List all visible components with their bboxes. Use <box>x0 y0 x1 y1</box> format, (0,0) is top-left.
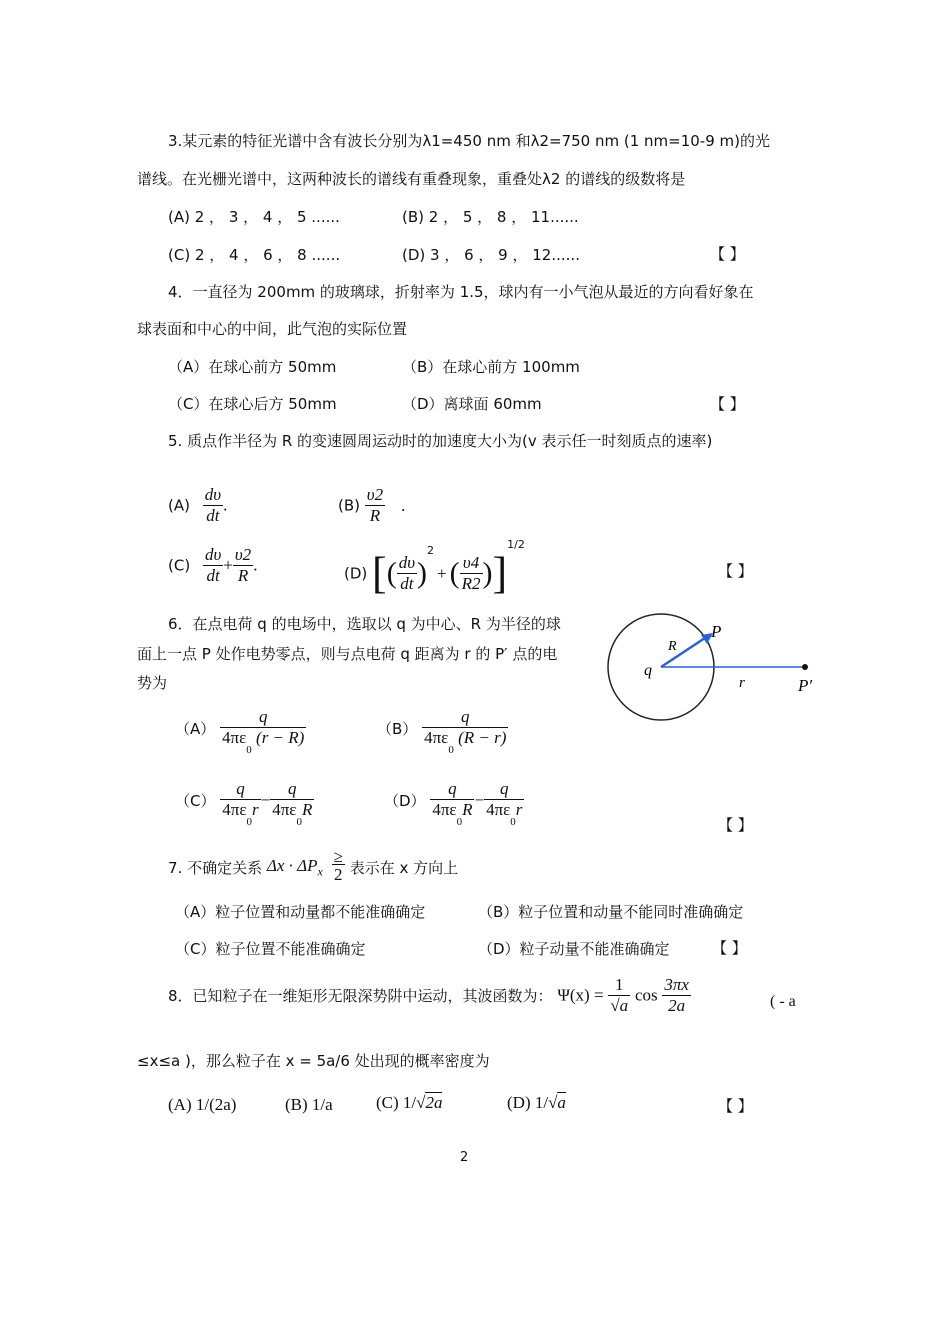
q5-d-exponent: 1/2 <box>507 538 525 551</box>
q5-option-d: (D) [( $\frac{d\upsilon}{dt}$ )$^2$+ ( $\frac{\upsilon 4}{R2}$ )]$^{1/2}$ <box>344 538 525 598</box>
q6-stem-line1: 6．在点电荷 q 的电场中，选取以 q 为中心、R 为半径的球 <box>168 615 561 633</box>
q7-stem <box>168 847 459 885</box>
q6-a-fraction: $\frac{q}{4\pi\varepsilon_0 (r - R)}$ <box>222 707 305 756</box>
q4-option-d: （D）离球面 60mm <box>402 395 542 413</box>
q7-option-d: （D）粒子动量不能准确确定 <box>478 940 670 958</box>
q5-b-fraction <box>365 485 385 526</box>
q7-fraction: $\frac{\ge}{2}$ <box>333 847 343 884</box>
q8-range-tail: ( - a <box>770 993 796 1010</box>
q3-answer-bracket[interactable]: 【 】 <box>710 245 745 263</box>
q6-d-label: （D） <box>384 792 426 810</box>
q5-c-frac2: $\frac{\upsilon 2}{R}$ <box>234 545 252 585</box>
q6-option-d: （D） $\frac{q}{4\pi\varepsilon_0R}$ − $\frac{q}{4\pi\varepsilon_0r}$ <box>384 779 523 828</box>
q6-b-label: （B） <box>377 720 418 738</box>
q5-answer-bracket[interactable]: 【 】 <box>718 562 753 580</box>
q4-option-c: （C）在球心后方 50mm <box>168 395 337 413</box>
q6-option-a <box>175 707 306 756</box>
q4-stem-line2: 球表面和中心的中间，此气泡的实际位置 <box>137 320 408 338</box>
q5-stem: 5. 质点作半径为 R 的变速圆周运动时的加速度大小为(v 表示任一时刻质点的速率) <box>168 432 713 450</box>
q7-suffix: 表示在 x 方向上 <box>349 859 459 877</box>
q3-option-d: (D) 3 ， 6 ， 9 ， 12...... <box>402 246 580 264</box>
q5-a-fraction <box>203 485 223 526</box>
q5-option-a <box>168 485 227 526</box>
q5-b-label: (B) <box>338 496 360 515</box>
q8-fraction-arg: $\frac{3\pi x}{2a}$ <box>664 975 689 1015</box>
q8-answer-bracket[interactable]: 【 】 <box>718 1097 753 1115</box>
q8-psi: Ψ(x) = <box>557 985 604 1005</box>
q6-stem-line3: 势为 <box>137 674 168 692</box>
q8-option-c: (C) 1/√2a <box>376 1093 443 1112</box>
page-number: 2 <box>460 1150 469 1165</box>
q6-c-frac1: $\frac{q}{4\pi\varepsilon_0r}$ <box>222 779 259 828</box>
q7-answer-bracket[interactable]: 【 】 <box>712 939 747 957</box>
fig-label-q: q <box>644 662 652 679</box>
q7-relation: $\Delta x \cdot \Delta P_x$ <box>266 855 323 879</box>
q5-c-dot: . <box>253 555 258 575</box>
fig-label-r: r <box>739 675 745 691</box>
fig-label-P: P <box>711 622 722 641</box>
q8-prefix: 8．已知粒子在一维矩形无限深势阱中运动，其波函数为： <box>168 987 553 1005</box>
q7-option-c: （C）粒子位置不能准确确定 <box>175 940 366 958</box>
q5-d-frac2: $\frac{\upsilon 4}{R2}$ <box>461 553 481 593</box>
q5-c-label: (C) <box>168 556 191 575</box>
q5-a-label: (A) <box>168 496 190 515</box>
q5-a-den: dt <box>206 506 220 525</box>
q8-option-d: (D) 1/√a <box>507 1093 566 1112</box>
point-p-prime <box>802 664 808 670</box>
q3-option-c: (C) 2 ， 4 ， 6 ， 8 ...... <box>168 246 341 264</box>
q6-d-frac2: $\frac{q}{4\pi\varepsilon_0r}$ <box>486 779 523 828</box>
q6-a-label: （A） <box>175 720 216 738</box>
q5-c-frac1: $\frac{d\upsilon}{dt}$ <box>204 545 222 585</box>
q8-option-b: (B) 1/a <box>285 1095 333 1114</box>
q6-figure <box>600 605 830 730</box>
q8-stem-line2: ≤x≤a )，那么粒子在 x = 5a/6 处出现的概率密度为 <box>137 1052 490 1070</box>
q5-option-b <box>338 485 405 526</box>
q5-d-label: (D) <box>344 564 368 583</box>
fig-label-P-prime: P′ <box>798 676 813 695</box>
q6-d-frac1: $\frac{q}{4\pi\varepsilon_0R}$ <box>432 779 473 828</box>
q8-stem <box>168 975 691 1016</box>
q5-b-num: υ2 <box>366 485 384 504</box>
q8-fraction-one-over-sqrt-a: $\frac{1}{√a}$ <box>610 975 629 1015</box>
q3-stem-line2: 谱线。在光栅光谱中，这两种波长的谱线有重叠现象，重叠处λ2 的谱线的级数将是 <box>137 170 686 188</box>
q6-c-label: （C） <box>175 792 216 810</box>
q8-cos: cos <box>634 985 658 1005</box>
q8-option-a: (A) 1/(2a) <box>168 1095 237 1114</box>
q7-option-b: （B）粒子位置和动量不能同时准确确定 <box>478 903 744 921</box>
q7-prefix: 7. 不确定关系 <box>168 859 263 877</box>
q5-a-num: dυ <box>204 485 222 504</box>
q5-d-frac1: $\frac{d\upsilon}{dt}$ <box>398 553 416 593</box>
q6-option-b <box>377 707 508 756</box>
q5-c-plus: + <box>223 555 233 575</box>
q3-option-a: (A) 2 ， 3 ， 4 ， 5 ...... <box>168 208 340 226</box>
q7-option-a: （A）粒子位置和动量都不能准确确定 <box>175 903 426 921</box>
q6-c-frac2: $\frac{q}{4\pi\varepsilon_0R}$ <box>272 779 313 828</box>
q3-option-b: (B) 2 ， 5 ， 8 ， 11...... <box>402 208 579 226</box>
q6-stem-line2: 面上一点 P 处作电势零点，则与点电荷 q 距离为 r 的 P′ 点的电 <box>137 645 558 663</box>
q4-stem-line1: 4．一直径为 200mm 的玻璃球，折射率为 1.5，球内有一小气泡从最近的方向看好象在 <box>168 283 754 301</box>
q3-stem-line1: 3.某元素的特征光谱中含有波长分别为λ1=450 nm 和λ2=750 nm (1 nm=10-9 m)的光 <box>168 132 770 150</box>
q5-option-c <box>168 545 257 586</box>
q4-option-a: （A）在球心前方 50mm <box>168 358 337 376</box>
q5-a-dot: . <box>223 495 228 515</box>
q5-b-dot: . <box>401 495 406 515</box>
fig-label-R: R <box>668 639 677 654</box>
q6-option-c: （C） $\frac{q}{4\pi\varepsilon_0r}$ − $\frac{q}{4\pi\varepsilon_0R}$ <box>175 779 313 828</box>
q4-answer-bracket[interactable]: 【 】 <box>710 395 745 413</box>
q6-answer-bracket[interactable]: 【 】 <box>718 816 753 834</box>
q6-b-fraction: $\frac{q}{4\pi\varepsilon_0 (R - r)}$ <box>424 707 507 756</box>
q4-option-b: （B）在球心前方 100mm <box>402 358 580 376</box>
q5-b-den: R <box>369 506 381 525</box>
